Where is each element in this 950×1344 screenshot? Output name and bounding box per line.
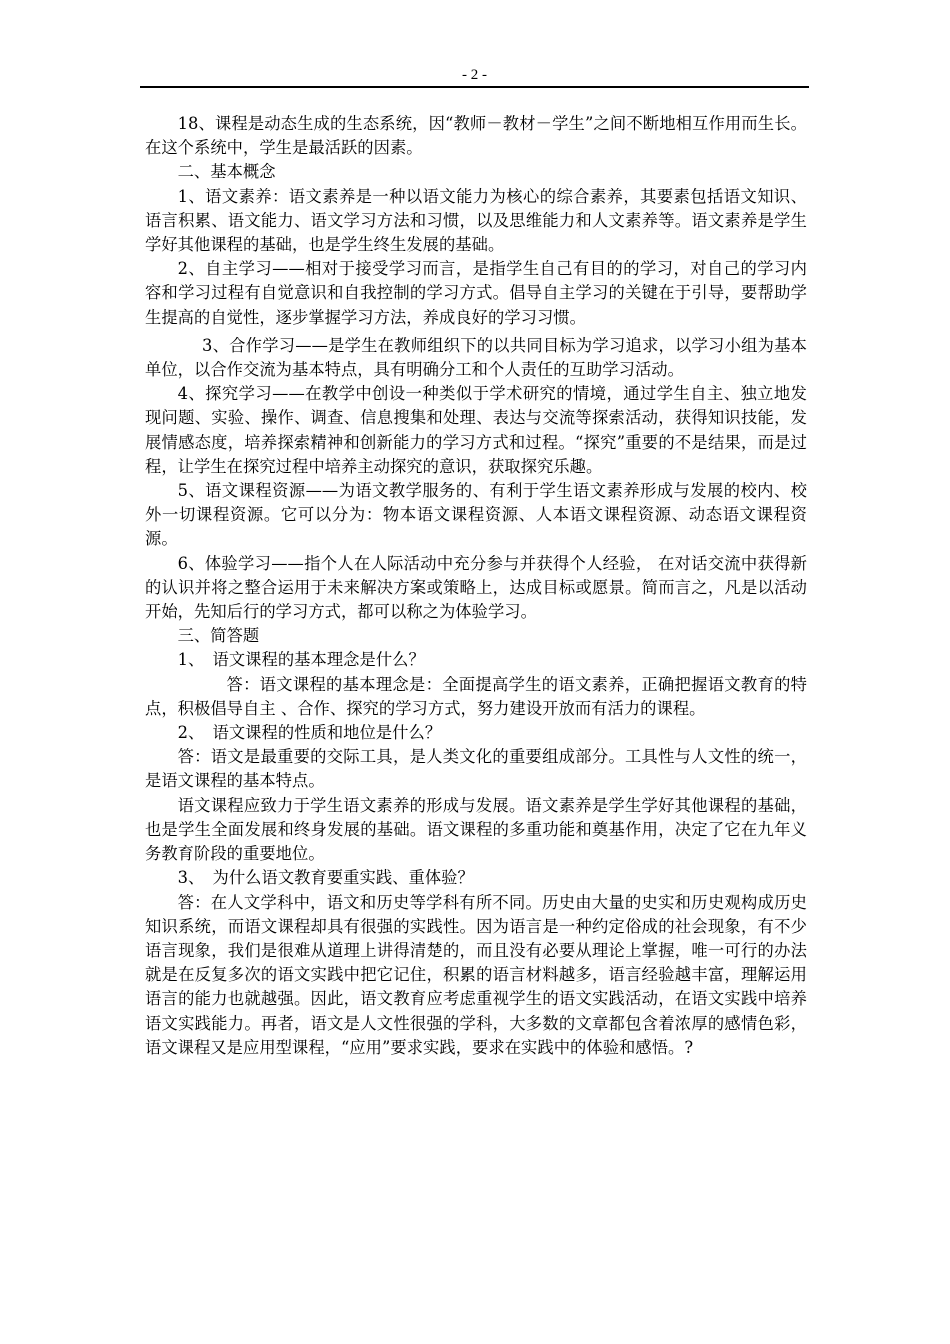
answer-2-part-2: 语文课程应致力于学生语文素养的形成与发展。语文素养是学生学好其他课程的基础，也是学生全面发展和终身发展的基础。语文课程的多重功能和奠基作用，决定了它在九年义务教育阶段的重要地位。 — [145, 795, 807, 864]
answer-3: 答：在人文学科中，语文和历史等学科有所不同。历史由大量的史实和历史观构成历史知识系统，而语文课程却具有很强的实践性。因为语言是一种约定俗成的社会现象，有不少语言现象，我们是很难从道理上讲得清楚的，而且没有必要从理论上掌握，唯一可行的办法就是在反复多次的语文实践中把它记住，积累的语言材料越多，语言经验越丰富，理解运用语言的能力也就越强。因此，语文教育应考虑重视学生的语文实践活动，在语文实践中培养语文实践能力。再者，语文是人文性很强的学科，大多数的文章都包含着浓厚的感情色彩，语文课程又是应用型课程，“应用”要求实践，要求在实践中的体验和感悟。? — [145, 892, 807, 1057]
paragraph-concept-3: 3、合作学习——是学生在教师组织下的以共同目标为学习追求，以学习小组为基本单位，以合作交流为基本特点，具有明确分工和个人责任的互助学习活动。 — [145, 335, 807, 380]
paragraph-concept-6: 6、体验学习——指个人在人际活动中充分参与并获得个人经验， 在对话交流中获得新的认识并将之整合运用于未来解决方案或策略上，达成目标或愿景。简而言之，凡是以活动开始，先知后行的学习方式，都可以称之为体验学习。 — [145, 553, 807, 622]
answer-1: 答：语文课程的基本理念是：全面提高学生的语文素养，正确把握语文教育的特点，积极倡导自主 、合作、探究的学习方式，努力建设开放而有活力的课程。 — [145, 674, 807, 718]
question-3: 3、 为什么语文教育要重实践、重体验？ — [177, 868, 474, 888]
answer-2-part-1: 答：语文是最重要的交际工具，是人类文化的重要组成部分。工具性与人文性的统一，是语文课程的基本特点。 — [145, 747, 807, 791]
paragraph-concept-5: 5、语文课程资源——为语文教学服务的、有利于学生语文素养形成与发展的校内、校外一切课程资源。它可以分为：物本语文课程资源、人本语文课程资源、动态语文课程资源。 — [145, 481, 807, 549]
header-divider — [140, 86, 809, 88]
section-heading-short-answers: 三、简答题 — [177, 626, 260, 646]
section-heading-basic-concepts: 二、基本概念 — [177, 162, 276, 182]
question-1: 1、 语文课程的基本理念是什么？ — [177, 650, 425, 670]
paragraph-item-18: 18、课程是动态生成的生态系统，因“教师－教材－学生”之间不断地相互作用而生长。在这个系统中，学生是最活跃的因素。 — [145, 114, 807, 158]
question-2: 2、 语文课程的性质和地位是什么？ — [177, 723, 442, 743]
paragraph-concept-2: 2、自主学习——相对于接受学习而言，是指学生自己有目的的学习，对自己的学习内容和学习过程有自觉意识和自我控制的学习方式。倡导自主学习的关键在于引导，要帮助学生提高的自觉性，逐步掌握学习方法，养成良好的学习习惯。 — [145, 259, 807, 327]
document-body — [145, 112, 807, 1060]
paragraph-concept-4: 4、探究学习——在教学中创设一种类似于学术研究的情境，通过学生自主、独立地发现问题、实验、操作、调查、信息搜集和处理、表达与交流等探索活动，获得知识技能，发展情感态度，培养探索精神和创新能力的学习方式和过程。“探究”重要的不是结果，而是过程，让学生在探究过程中培养主动探究的意识，获取探究乐趣。 — [145, 384, 807, 476]
paragraph-concept-1: 1、语文素养：语文素养是一种以语文能力为核心的综合素养，其要素包括语文知识、语言积累、语文能力、语文学习方法和习惯，以及思维能力和人文素养等。语文素养是学生学好其他课程的基础，也是学生终生发展的基础。 — [145, 186, 807, 255]
page-number: - 2 - — [462, 67, 487, 83]
